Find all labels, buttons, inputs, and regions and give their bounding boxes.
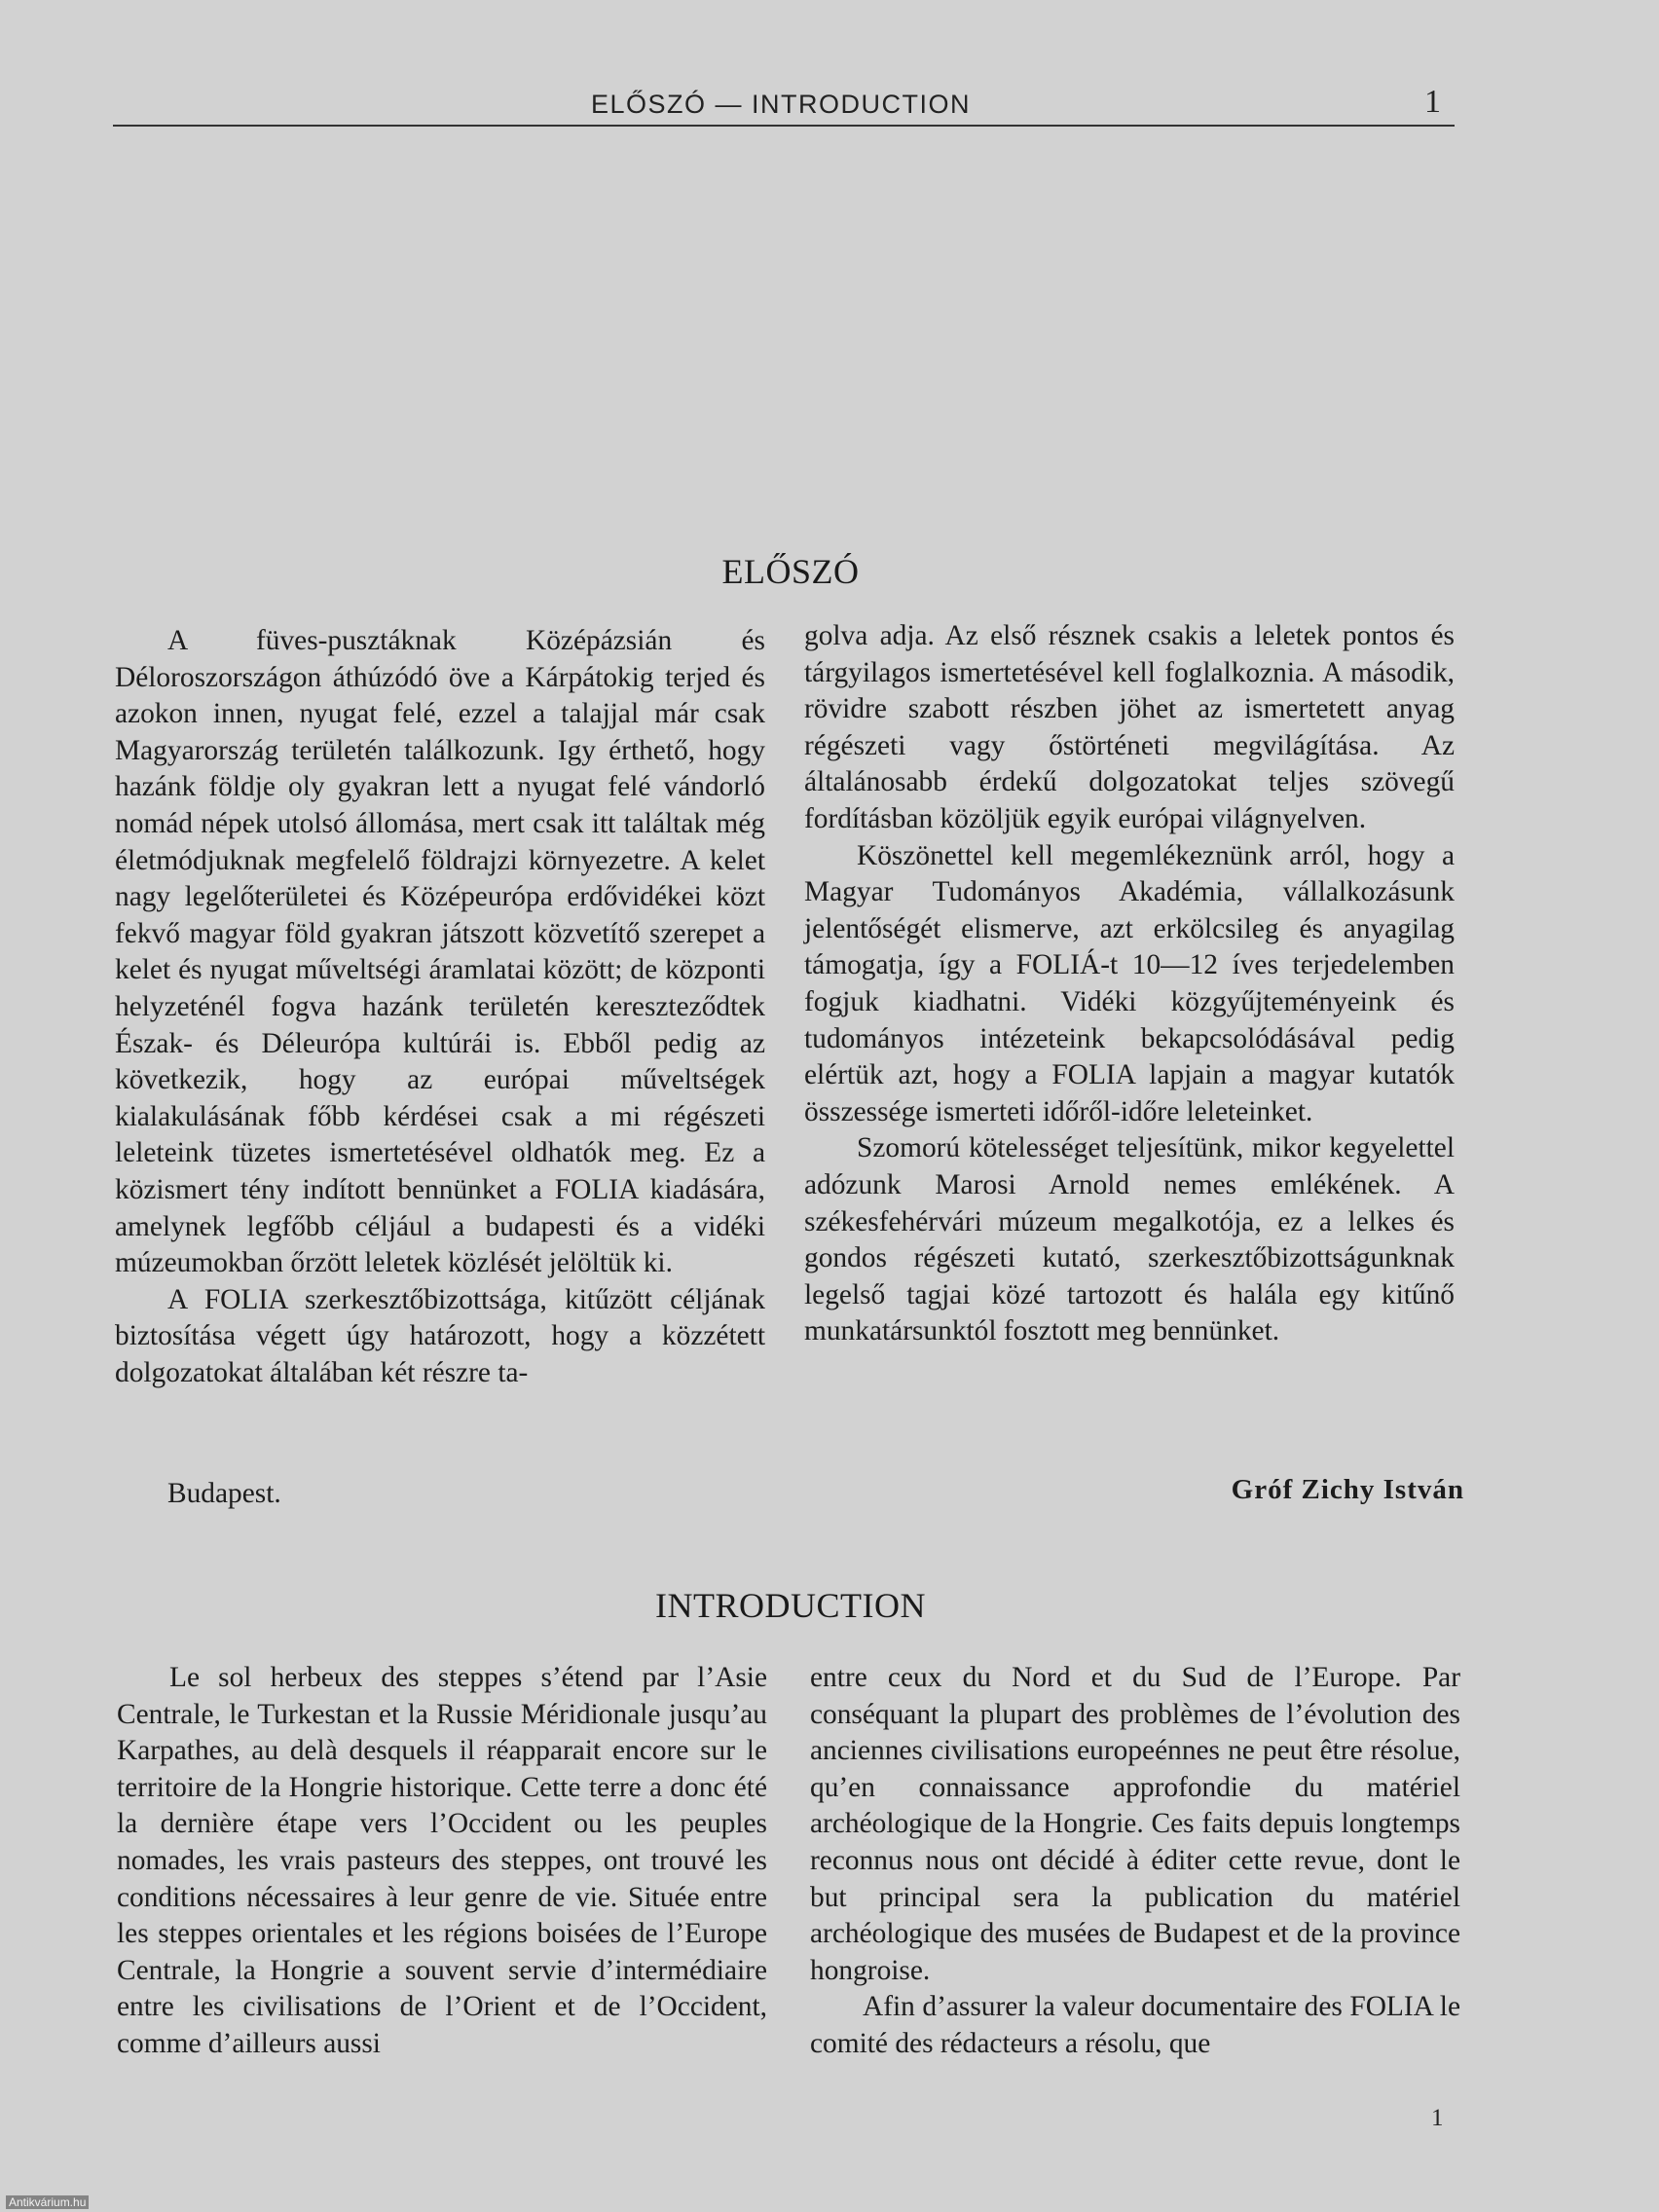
introduction-right-column [810,1660,1460,2063]
introduction-paragraph: Le sol herbeux des steppes s’étend par l’Asie Centrale, le Turkestan et la Russie Méridionale jusqu’au Karpathes, au delà desquels il réapparait encore sur le territoire de la Hongrie historique. Cette terre a donc été la dernière étape vers l’Occident ou les peuples nomades, les vrais pasteurs des steppes, ont trouvé les conditions nécessaires à leur genre de vie. Située entre les steppes orientales et les régions boisées de l’Europe Centrale, la Hongrie a souvent servie d’intermédiaire entre les civilisations de l’Orient et de l’Occident, comme d’ailleurs aussi [117,1662,767,2059]
page-number-bottom: 1 [1431,2105,1444,2131]
introduction-left-column [117,1660,767,2063]
preface-heading: ELŐSZÓ [721,552,860,591]
introduction-heading: INTRODUCTION [655,1586,926,1625]
preface-paragraph: Szomorú kötelességet teljesítünk, mikor kegyelettel adózunk Marosi Arnold nemes emlékének. A székesfehérvári múzeum megalkotója, ez a lelkes és gondos régészeti kutató, szerkesztőbizottságunknak legelső tagjai közé tartozott és halála egy kitűnő munkatársunktól fosztott meg bennünket. [804,1132,1455,1347]
preface-paragraph: golva adja. Az első résznek csakis a leletek pontos és tárgyilagos ismertetésével kell foglalkoznia. A második, rövidre szabott részben jöhet az ismertetett anyag régészeti vagy őstörténeti megvilágítása. Az általánosabb érdekű dolgozatokat teljes szövegű fordításban közöljük egyik európai világnyelven. [804,620,1455,834]
introduction-paragraph: entre ceux du Nord et du Sud de l’Europe. Par conséquant la plupart des problèmes de l’évolution des anciennes civilisations europeénnes ne peut être résolue, qu’en connaissance approfondie du matériel archéologique de la Hongrie. Ces faits depuis longtemps reconnus nous ont décidé à éditer cette revue, dont le but principal sera la publication du matériel archéologique des musées de Budapest et de la province hongroise. [810,1662,1460,1986]
preface-paragraph: Köszönettel kell megemlékeznünk arról, hogy a Magyar Tudományos Akadémia, vállalkozásunk jelentőségét elismerve, azt erkölcsileg és anyagilag támogatja, így a FOLIÁ-t 10—12 íves terjedelemben fogjuk kiadhatni. Vidéki közgyűjteményeink és tudományos intézeteink bekapcsolódásával pedig elértük azt, hogy a FOLIA lapjain a magyar kutatók összessége ismerteti időről-időre leleteinket. [804,839,1455,1127]
page-number-top: 1 [1424,84,1441,120]
preface-paragraph: A FOLIA szerkesztőbizottsága, kitűzött céljának biztosítása végett úgy határozott, hogy a közzétett dolgozatokat általában két részre ta- [115,1283,765,1388]
header-rule [113,125,1455,127]
signature: Gróf Zichy István [1231,1474,1464,1505]
introduction-paragraph: Afin d’assurer la valeur documentaire des FOLIA le comité des rédacteurs a résolu, que [810,1991,1460,2059]
watermark: Antikvárium.hu [6,2195,89,2209]
preface-right-column [804,618,1455,1350]
running-header-title: ELŐSZÓ — INTRODUCTION [590,90,971,119]
preface-left-column [115,623,765,1391]
preface-paragraph: A füves-pusztáknak Középázsián és Déloroszországon áthúzódó öve a Kárpátokig terjed és azokon innen, nyugat felé, ezzel a talajjal már csak Magyarország területén találkozunk. Igy érthető, hogy hazánk földje oly gyakran lett a nyugat felé vándorló nomád népek utolsó állomása, mert csak itt találtak még életmódjuknak megfelelő földrajzi környezetre. A kelet nagy legelőterületei és Középeurópa erdővidékei közt fekvő magyar föld gyakran játszott közvetítő szerepet a kelet és nyugat műveltségi áramlatai között; de központi helyzeténél fogva hazánk területén kereszteződtek Észak- és Déleurópa kultúrái is. Ebből pedig az következik, hogy az európai műveltségek kialakulásának főbb kérdései csak a mi régészeti leleteink tüzetes ismertetésével oldhatók meg. Ez a közismert tény indított bennünket a FOLIA kiadására, amelynek legfőbb céljául a budapesti és a vidéki múzeumokban őrzött leletek közlését jelöltük ki. [115,625,765,1279]
place-line: Budapest. [167,1478,281,1509]
